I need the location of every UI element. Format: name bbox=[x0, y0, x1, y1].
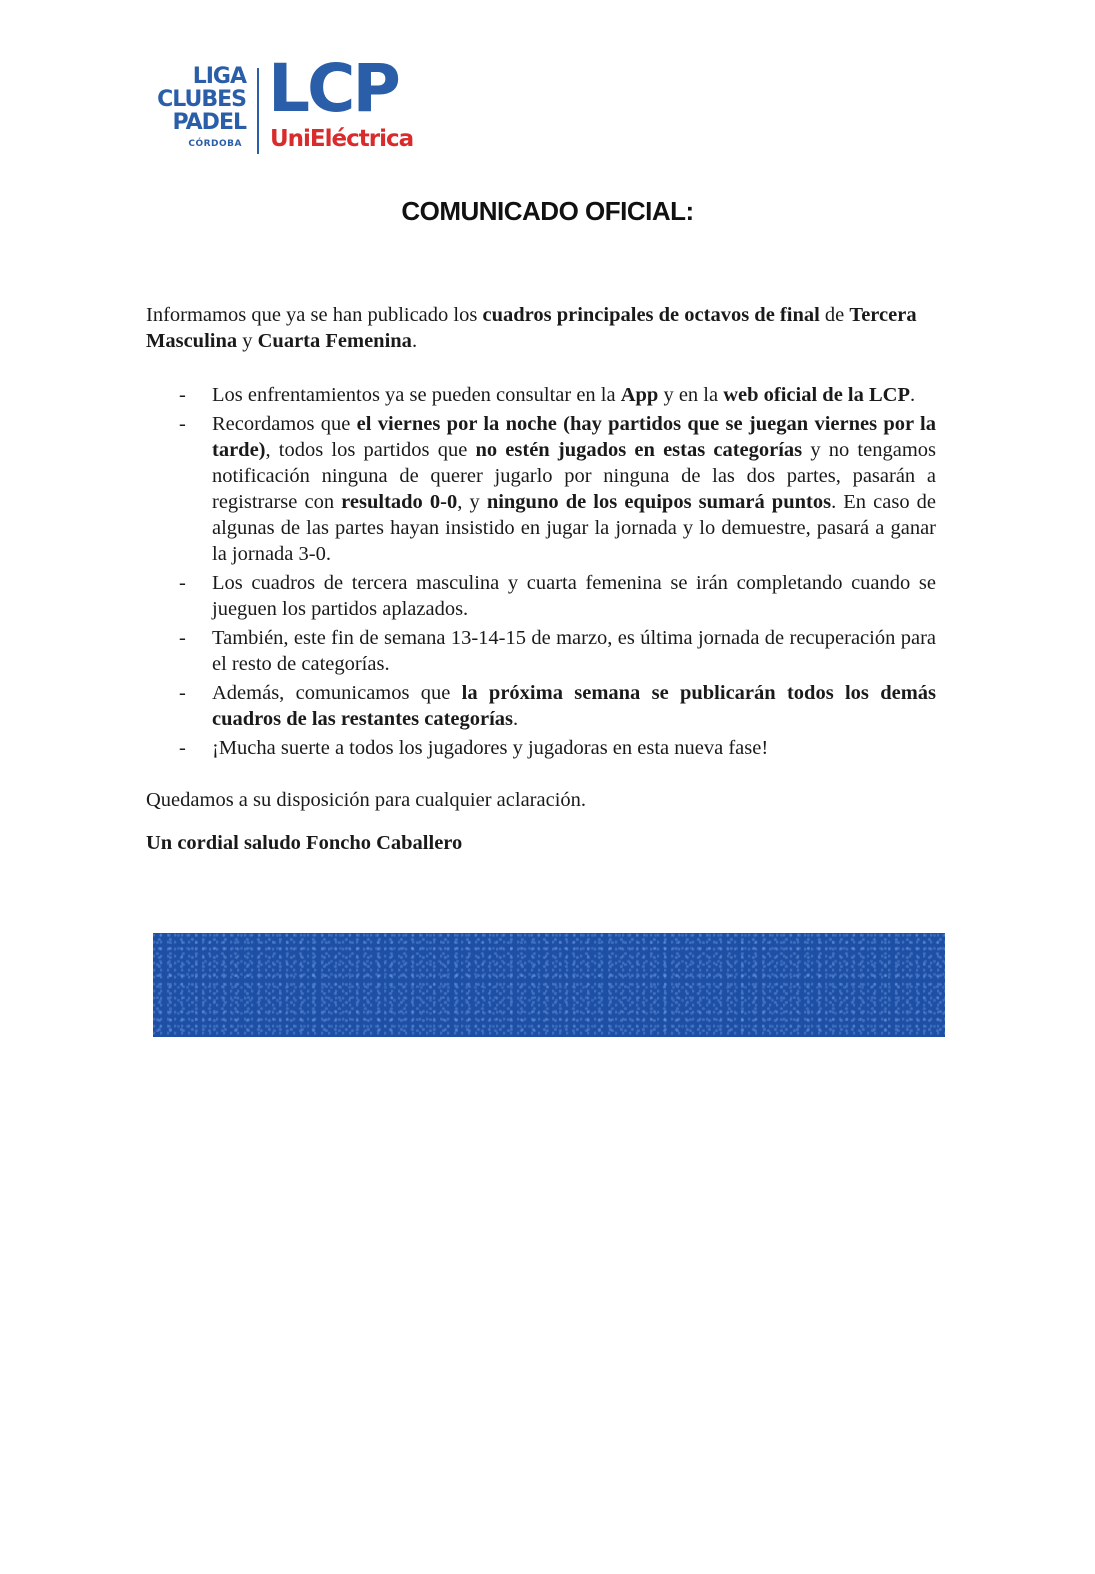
list-item bbox=[179, 570, 936, 622]
list-item-bold-text: App bbox=[620, 384, 659, 406]
intro-bold-text: Cuarta Femenina bbox=[257, 330, 412, 352]
logo-sponsor: UniEléctrica bbox=[270, 126, 414, 152]
list-item-bold-text: resultado 0-0 bbox=[341, 491, 458, 513]
list-item-text: Además, comunicamos que bbox=[212, 682, 462, 704]
list-item-text: También, este fin de semana 13-14-15 de marzo, es última jornada de recuperación para el resto de categorías. bbox=[212, 627, 936, 675]
list-item-text: Los enfrentamientos ya se pueden consultar en la bbox=[212, 384, 621, 406]
list-item-text: . En caso de algunas de las partes hayan insistido en jugar la jornada y lo demuestre, pasará a ganar la jornada 3-0. bbox=[212, 491, 937, 565]
list-item-text: . bbox=[513, 708, 519, 730]
logo-line-liga: LIGA bbox=[192, 64, 246, 89]
intro-bold-text: cuadros principales de octavos de final bbox=[482, 304, 820, 326]
intro-text: y bbox=[237, 330, 258, 352]
logo-line-clubes: CLUBES bbox=[157, 87, 246, 112]
list-item-text: y en la bbox=[658, 384, 724, 406]
announcement-list bbox=[146, 382, 936, 761]
list-item-text: . bbox=[910, 384, 916, 406]
list-item-text: , todos los partidos que bbox=[265, 439, 476, 461]
list-item bbox=[179, 411, 937, 567]
logo-city: CÓRDOBA bbox=[188, 139, 242, 149]
list-item-text: y no tengamos notificación ninguna de querer jugarlo por ninguna de las dos partes, pasarán a registrarse con bbox=[212, 439, 936, 513]
list-item-bold-text: ninguno de los equipos sumará puntos bbox=[486, 491, 832, 513]
bullet-dash: - bbox=[179, 627, 186, 649]
decorative-blue-banner bbox=[153, 933, 945, 1037]
list-item bbox=[179, 735, 936, 761]
intro-bold-text: Tercera Masculina bbox=[146, 304, 917, 352]
closing-paragraph: Quedamos a su disposición para cualquier aclaración. bbox=[146, 789, 587, 811]
list-item bbox=[179, 625, 936, 677]
bullet-dash: - bbox=[179, 682, 186, 704]
bullet-dash: - bbox=[179, 413, 186, 435]
logo-acronym: LCP bbox=[268, 50, 398, 127]
list-item bbox=[179, 382, 936, 408]
page-title: COMUNICADO OFICIAL: bbox=[401, 196, 694, 226]
signature-text: Un cordial saludo Foncho Caballero bbox=[146, 832, 463, 854]
logo-line-padel: PADEL bbox=[172, 110, 246, 135]
bullet-dash: - bbox=[179, 572, 186, 594]
list-item-text: Los cuadros de tercera masculina y cuarta femenina se irán completando cuando se jueguen los partidos aplazados. bbox=[212, 572, 936, 620]
list-item-text: Recordamos que bbox=[212, 413, 357, 435]
document-body bbox=[146, 302, 936, 856]
list-item bbox=[179, 680, 936, 732]
list-item-text: ¡Mucha suerte a todos los jugadores y jugadoras en esta nueva fase! bbox=[212, 737, 769, 759]
list-item-bold-text: la próxima semana se publicarán todos los demás cuadros de las restantes categorías bbox=[212, 682, 936, 730]
intro-text: de bbox=[819, 304, 850, 326]
intro-text: Informamos que ya se han publicado los bbox=[146, 304, 483, 326]
signature bbox=[146, 830, 936, 856]
lcp-logo bbox=[146, 50, 436, 158]
bullet-dash: - bbox=[179, 384, 186, 406]
list-item-text: , y bbox=[457, 491, 487, 513]
bullet-dash: - bbox=[179, 737, 186, 759]
list-item-bold-text: no estén jugados en estas categorías bbox=[475, 439, 803, 461]
list-item-bold-text: el viernes por la noche (hay partidos que se juegan viernes por la tarde) bbox=[212, 413, 936, 461]
list-item-bold-text: web oficial de la LCP bbox=[723, 384, 910, 406]
logo-league-name bbox=[146, 66, 246, 149]
intro-paragraph bbox=[146, 302, 936, 354]
logo-divider bbox=[257, 68, 259, 154]
intro-text: . bbox=[411, 330, 418, 352]
